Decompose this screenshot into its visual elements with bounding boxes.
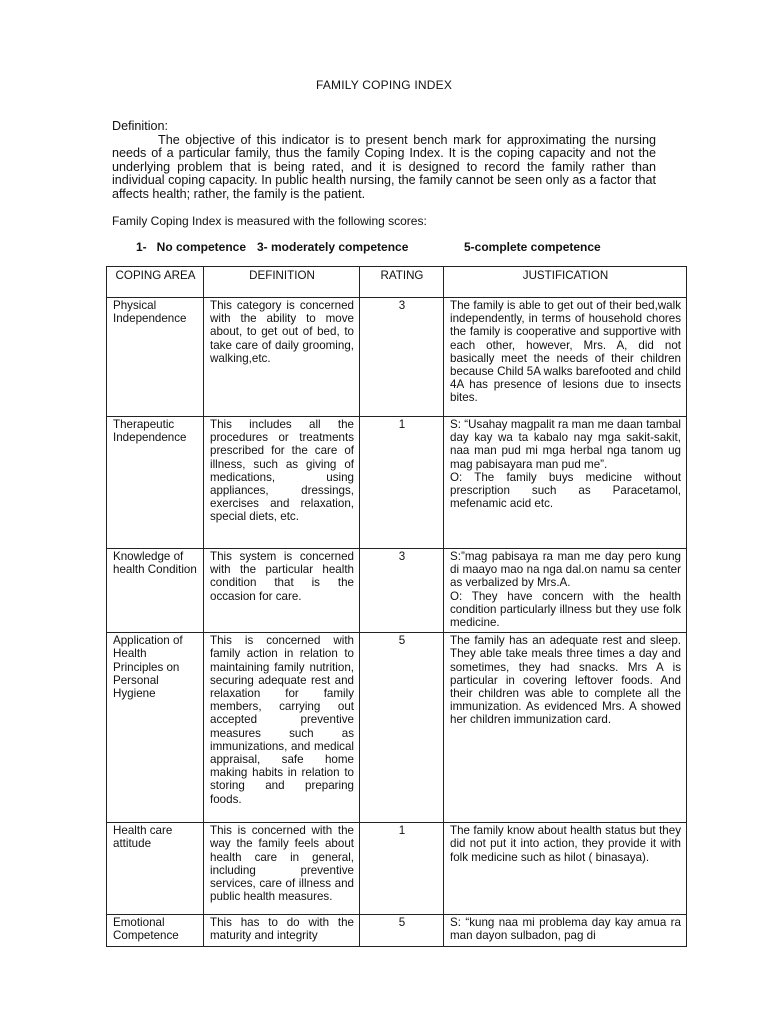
definition-label: Definition: [112,119,169,133]
rating-cell: 1 [360,823,444,915]
coping-area-cell: Emotional Competence [107,915,204,947]
rating-cell: 3 [360,298,444,417]
table-row [107,823,687,915]
justification-objective: O: They have concern with the health condition particularly illness but they use folk medicine. [450,589,681,630]
table-row [107,298,687,417]
document-title: FAMILY COPING INDEX [315,78,453,92]
rating-cell: 5 [360,915,444,947]
header-rating: RATING [360,267,444,298]
justification-subjective: S:”mag pabisaya ra man me day pero kung di maayo mao na nga dal.on namu sa center as verbalized by Mrs.A. [450,550,681,590]
justification-cell: The family has an adequate rest and sleep. They able take meals three times a day and sometimes, they had snacks. Mrs A is particular in covering leftover foods. And their children was able to complete all the immunization. As evidenced Mrs. A showed her children immunization card. [444,633,687,823]
coping-area-cell: Knowledge of health Condition [107,549,204,633]
coping-index-table [106,266,687,947]
score-3: 3- moderately competence [257,240,409,254]
rating-cell: 1 [360,417,444,549]
table-row [107,417,687,549]
table-row [107,549,687,633]
definition-cell: This category is concerned with the ability to move about, to get out of bed, to take care of daily grooming, walking,etc. [204,298,360,417]
definition-paragraph: The objective of this indicator is to present bench mark for approximating the nursing needs of a particular family, thus the family Coping Index. It is the coping capacity and not the underlying problem that is being rated, and it is designed to record the family rather than individual coping capacity. In public health nursing, the family cannot be seen only as a factor that affects health; rather, the family is the patient. [112,133,656,201]
justification-cell: S: “kung naa mi problema day kay amua ra man dayon sulbadon, pag di [444,915,687,947]
header-justification: JUSTIFICATION [444,267,687,298]
coping-area-cell: Therapeutic Independence [107,417,204,549]
justification-subjective: S: “Usahay magpalit ra man me daan tambal day kay wa ta kabalo nay mga sakit-sakit, naa man pud mi mga herbal nga tanom ug mag pabisayara man pud me”. [450,418,681,471]
justification-cell: The family is able to get out of their bed,walk independently, in terms of household chores the family is cooperative and supportive with each other, however, Mrs. A, did not basically meet the needs of their children because Child 5A walks barefooted and child 4A has presence of lesions due to insects bites. [444,298,687,417]
definition-cell: This is concerned with family action in relation to maintaining family nutrition, securing adequate rest and relaxation for family members, carrying out accepted preventive measures such as immunizations, and medical appraisal, safe home making habits in relation to storing and preparing foods. [204,633,360,823]
score-legend [136,241,601,254]
rating-cell: 3 [360,549,444,633]
justification-objective: O: The family buys medicine without prescription such as Paracetamol, mefenamic acid etc. [450,470,681,511]
definition-cell: This includes all the procedures or treatments prescribed for the care of illness, such as giving of medications, using appliances, dressings, exercises and relaxation, special diets, etc. [204,417,360,549]
table-header-row [107,267,687,298]
header-definition: DEFINITION [204,267,360,298]
justification-cell [444,417,687,549]
measure-statement: Family Coping Index is measured with the following scores: [112,214,427,228]
table-row [107,633,687,823]
definition-cell: This has to do with the maturity and integrity [204,915,360,947]
justification-cell [444,549,687,633]
coping-area-cell: Application of Health Principles on Personal Hygiene [107,633,204,823]
score-5: 5-complete competence [464,240,601,254]
table-row [107,915,687,947]
definition-cell: This system is concerned with the particular health condition that is the occasion for care. [204,549,360,633]
rating-cell: 5 [360,633,444,823]
definition-cell: This is concerned with the way the family feels about health care in general, including preventive services, care of illness and public health measures. [204,823,360,915]
header-coping-area: COPING AREA [107,267,204,298]
coping-area-cell: Health care attitude [107,823,204,915]
score-1: 1- No competence [136,240,247,254]
coping-area-cell: Physical Independence [107,298,204,417]
justification-cell: The family know about health status but they did not put it into action, they provide it with folk medicine such as hilot ( binasaya). [444,823,687,915]
